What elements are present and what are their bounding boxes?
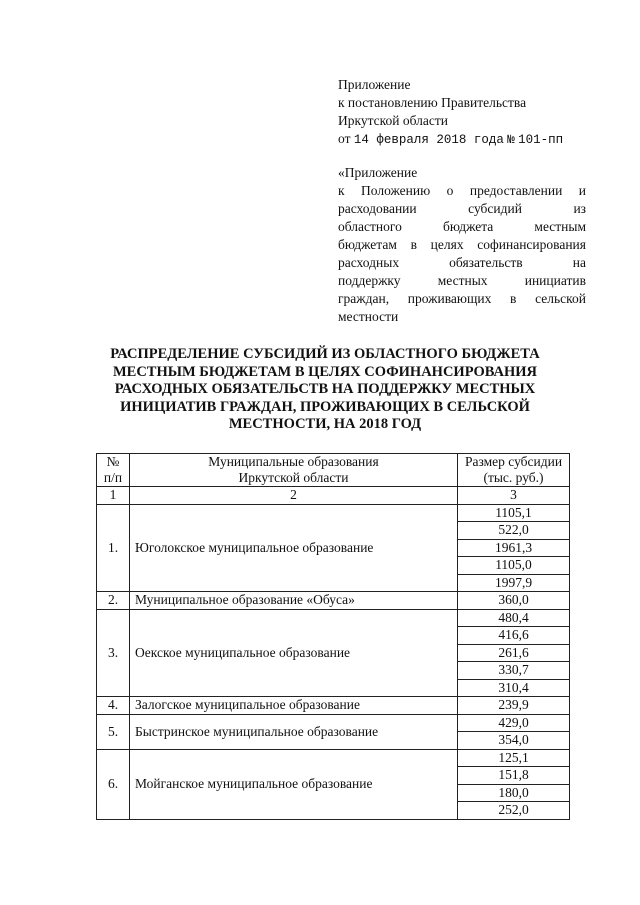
title-line: МЕСТНЫМ БЮДЖЕТАМ В ЦЕЛЯХ СОФИНАНСИРОВАНИЯ	[112, 363, 538, 380]
subsidy-amount: 125,1	[458, 749, 570, 767]
regulation-line: бюджетам в целях софинансирования	[338, 237, 586, 252]
table-row	[97, 714, 570, 732]
subsidy-amount: 354,0	[458, 732, 570, 750]
header-municipality-line2: Иркутской области	[238, 470, 349, 485]
row-number: 6.	[97, 749, 130, 819]
row-number: 1.	[97, 504, 130, 592]
subsidy-amount: 252,0	[458, 802, 570, 820]
subsidy-amount: 1105,1	[458, 504, 570, 522]
regulation-line: расходовании субсидий из	[338, 201, 586, 216]
subsidy-amount: 1105,0	[458, 557, 570, 575]
municipality-name: Юголокское муниципальное образование	[130, 504, 458, 592]
appendix-region: Иркутской области	[338, 113, 449, 128]
row-number: 2.	[97, 592, 130, 610]
appendix-header	[338, 76, 588, 149]
table-body	[97, 504, 570, 819]
subsidy-amount: 429,0	[458, 714, 570, 732]
table-row	[97, 749, 570, 767]
municipality-name: Мойганское муниципальное образование	[130, 749, 458, 819]
regulation-line: поддержку местных инициатив	[338, 273, 586, 288]
header-num-line1: №	[106, 454, 120, 469]
subsidy-amount: 180,0	[458, 784, 570, 802]
title-line: ИНИЦИАТИВ ГРАЖДАН, ПРОЖИВАЮЩИХ В СЕЛЬСКОЙ	[120, 398, 530, 415]
appendix-label: Приложение	[338, 77, 411, 92]
table-row	[97, 504, 570, 522]
regulation-reference	[338, 164, 586, 326]
regulation-line: к Положению о предоставлении и	[338, 183, 586, 198]
table-header-row	[97, 454, 570, 487]
column-number: 1	[97, 487, 130, 505]
subsidy-amount: 1997,9	[458, 574, 570, 592]
document-title	[90, 346, 560, 434]
title-line: РАСПРЕДЕЛЕНИЕ СУБСИДИЙ ИЗ ОБЛАСТНОГО БЮДЖЕТА	[110, 346, 540, 362]
subsidy-amount: 360,0	[458, 592, 570, 610]
regulation-line: расходных обязательств на	[338, 255, 586, 270]
subsidy-amount: 151,8	[458, 767, 570, 785]
subsidy-amount: 1961,3	[458, 539, 570, 557]
decree-date: 14 февраля 2018 года	[353, 133, 504, 147]
row-number: 5.	[97, 714, 130, 749]
municipality-name: Муниципальное образование «Обуса»	[130, 592, 458, 610]
row-number: 4.	[97, 697, 130, 715]
subsidy-amount: 261,6	[458, 644, 570, 662]
municipality-name: Быстринское муниципальное образование	[130, 714, 458, 749]
subsidy-amount: 480,4	[458, 609, 570, 627]
decree-prefix: от	[338, 131, 351, 146]
header-amount	[458, 454, 570, 487]
regulation-line: граждан, проживающих в сельской	[338, 291, 586, 306]
row-number: 3.	[97, 609, 130, 697]
table-row	[97, 592, 570, 610]
header-municipality-line1: Муниципальные образования	[208, 454, 379, 469]
header-amount-line1: Размер субсидии	[464, 454, 563, 469]
subsidy-amount: 416,6	[458, 627, 570, 645]
header-num	[97, 454, 130, 487]
municipality-name: Оекское муниципальное образование	[130, 609, 458, 697]
regulation-line: местности	[338, 309, 399, 324]
subsidy-amount: 330,7	[458, 662, 570, 680]
subsidy-amount: 239,9	[458, 697, 570, 715]
header-num-line2: п/п	[103, 470, 123, 485]
regulation-line: «Приложение	[338, 165, 418, 180]
decree-number: 101-пп	[518, 133, 564, 147]
title-line: РАСХОДНЫХ ОБЯЗАТЕЛЬСТВ НА ПОДДЕРЖКУ МЕСТНЫХ	[114, 381, 536, 397]
subsidy-amount: 310,4	[458, 679, 570, 697]
table-row	[97, 609, 570, 627]
header-municipality	[130, 454, 458, 487]
municipality-name: Залогское муниципальное образование	[130, 697, 458, 715]
appendix-decree-line	[338, 130, 588, 149]
subsidy-amount: 522,0	[458, 522, 570, 540]
decree-number-label: №	[507, 133, 515, 147]
regulation-line: областного бюджета местным	[338, 219, 586, 234]
title-line: МЕСТНОСТИ, НА 2018 ГОД	[228, 416, 422, 432]
column-number: 2	[130, 487, 458, 505]
column-number: 3	[458, 487, 570, 505]
subsidy-table	[96, 453, 570, 820]
table-row	[97, 697, 570, 715]
header-amount-line2: (тыс. руб.)	[483, 470, 544, 485]
column-number-row	[97, 487, 570, 505]
appendix-decree-ref: к постановлению Правительства	[338, 95, 527, 110]
